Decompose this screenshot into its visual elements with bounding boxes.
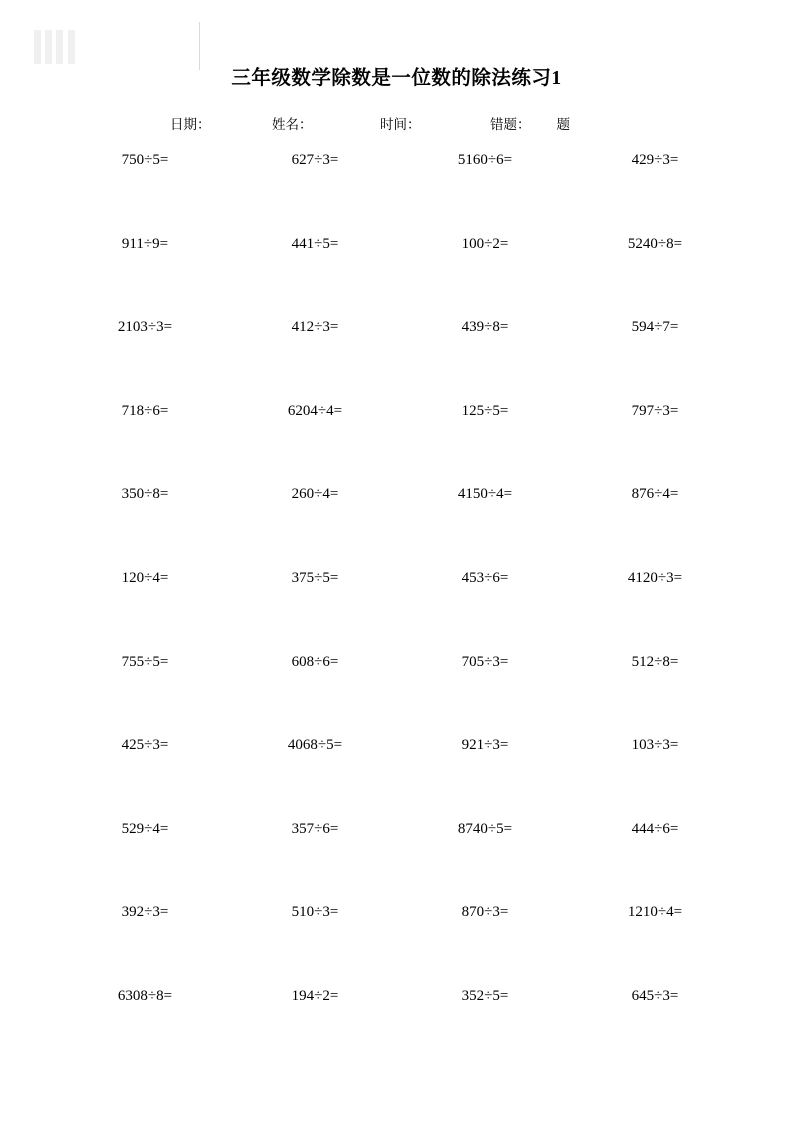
- problem-item: 260÷4=: [291, 486, 339, 503]
- name-field-label: 姓名：: [272, 117, 313, 132]
- problem-item: 375÷5=: [291, 569, 339, 586]
- problem-item: 350÷8=: [121, 486, 169, 503]
- problem-row: [60, 978, 740, 1062]
- worksheet-meta-row: [170, 113, 650, 133]
- problem-item: 1210÷4=: [627, 904, 683, 921]
- problem-item: 608÷6=: [291, 653, 339, 670]
- problem-item: 194÷2=: [291, 987, 339, 1004]
- problem-row: [60, 393, 740, 477]
- problem-grid: [60, 142, 740, 1062]
- wrong-count-label: 错题：: [490, 117, 531, 132]
- problem-item: 911÷9=: [121, 235, 169, 252]
- date-field-label: 日期：: [170, 117, 211, 132]
- problem-item: 392÷3=: [121, 904, 169, 921]
- problem-row: [60, 560, 740, 644]
- problem-item: 750÷5=: [121, 152, 169, 168]
- problem-item: 4150÷4=: [457, 486, 513, 503]
- problem-item: 352÷5=: [461, 987, 509, 1004]
- problem-item: 5160÷6=: [457, 152, 513, 168]
- problem-item: 921÷3=: [461, 737, 509, 754]
- wrong-count-field: [490, 113, 610, 133]
- problem-row: [60, 727, 740, 811]
- problem-row: [60, 226, 740, 310]
- problem-item: 4120÷3=: [627, 569, 683, 586]
- problem-item: 2103÷3=: [117, 319, 173, 336]
- page-title: 三年级数学除数是一位数的除法练习1: [231, 68, 562, 89]
- problem-item: 441÷5=: [291, 235, 339, 252]
- problem-item: 797÷3=: [631, 402, 679, 419]
- wrong-count-unit: 题: [556, 117, 570, 132]
- problem-item: 718÷6=: [121, 402, 169, 419]
- decorative-bar: [45, 30, 52, 64]
- problem-item: 755÷5=: [121, 653, 169, 670]
- problem-item: 453÷6=: [461, 569, 509, 586]
- problem-item: 103÷3=: [631, 737, 679, 754]
- problem-item: 627÷3=: [291, 152, 339, 168]
- problem-item: 4068÷5=: [287, 737, 343, 754]
- problem-item: 645÷3=: [631, 987, 679, 1004]
- decorative-bar: [34, 30, 41, 64]
- problem-row: [60, 811, 740, 895]
- problem-item: 439÷8=: [461, 319, 509, 336]
- problem-item: 100÷2=: [461, 235, 509, 252]
- decorative-bar: [68, 30, 75, 64]
- problem-row: [60, 142, 740, 226]
- problem-row: [60, 644, 740, 728]
- decorative-bar: [56, 30, 63, 64]
- problem-item: 444÷6=: [631, 820, 679, 837]
- problem-row: [60, 894, 740, 978]
- problem-item: 429÷3=: [631, 152, 679, 168]
- problem-item: 5240÷8=: [627, 235, 683, 252]
- problem-item: 705÷3=: [461, 653, 509, 670]
- time-field-label: 时间：: [380, 117, 421, 132]
- problem-item: 412÷3=: [291, 319, 339, 336]
- problem-item: 870÷3=: [461, 904, 509, 921]
- problem-item: 357÷6=: [291, 820, 339, 837]
- problem-item: 510÷3=: [291, 904, 339, 921]
- problem-item: 594÷7=: [631, 319, 679, 336]
- problem-item: 529÷4=: [121, 820, 169, 837]
- problem-item: 876÷4=: [631, 486, 679, 503]
- problem-item: 6308÷8=: [117, 987, 173, 1004]
- problem-row: [60, 309, 740, 393]
- problem-item: 425÷3=: [121, 737, 169, 754]
- problem-row: [60, 476, 740, 560]
- problem-item: 8740÷5=: [457, 820, 513, 837]
- problem-item: 6204÷4=: [287, 402, 343, 419]
- problem-item: 125÷5=: [461, 402, 509, 419]
- problem-item: 120÷4=: [121, 569, 169, 586]
- problem-item: 512÷8=: [631, 653, 679, 670]
